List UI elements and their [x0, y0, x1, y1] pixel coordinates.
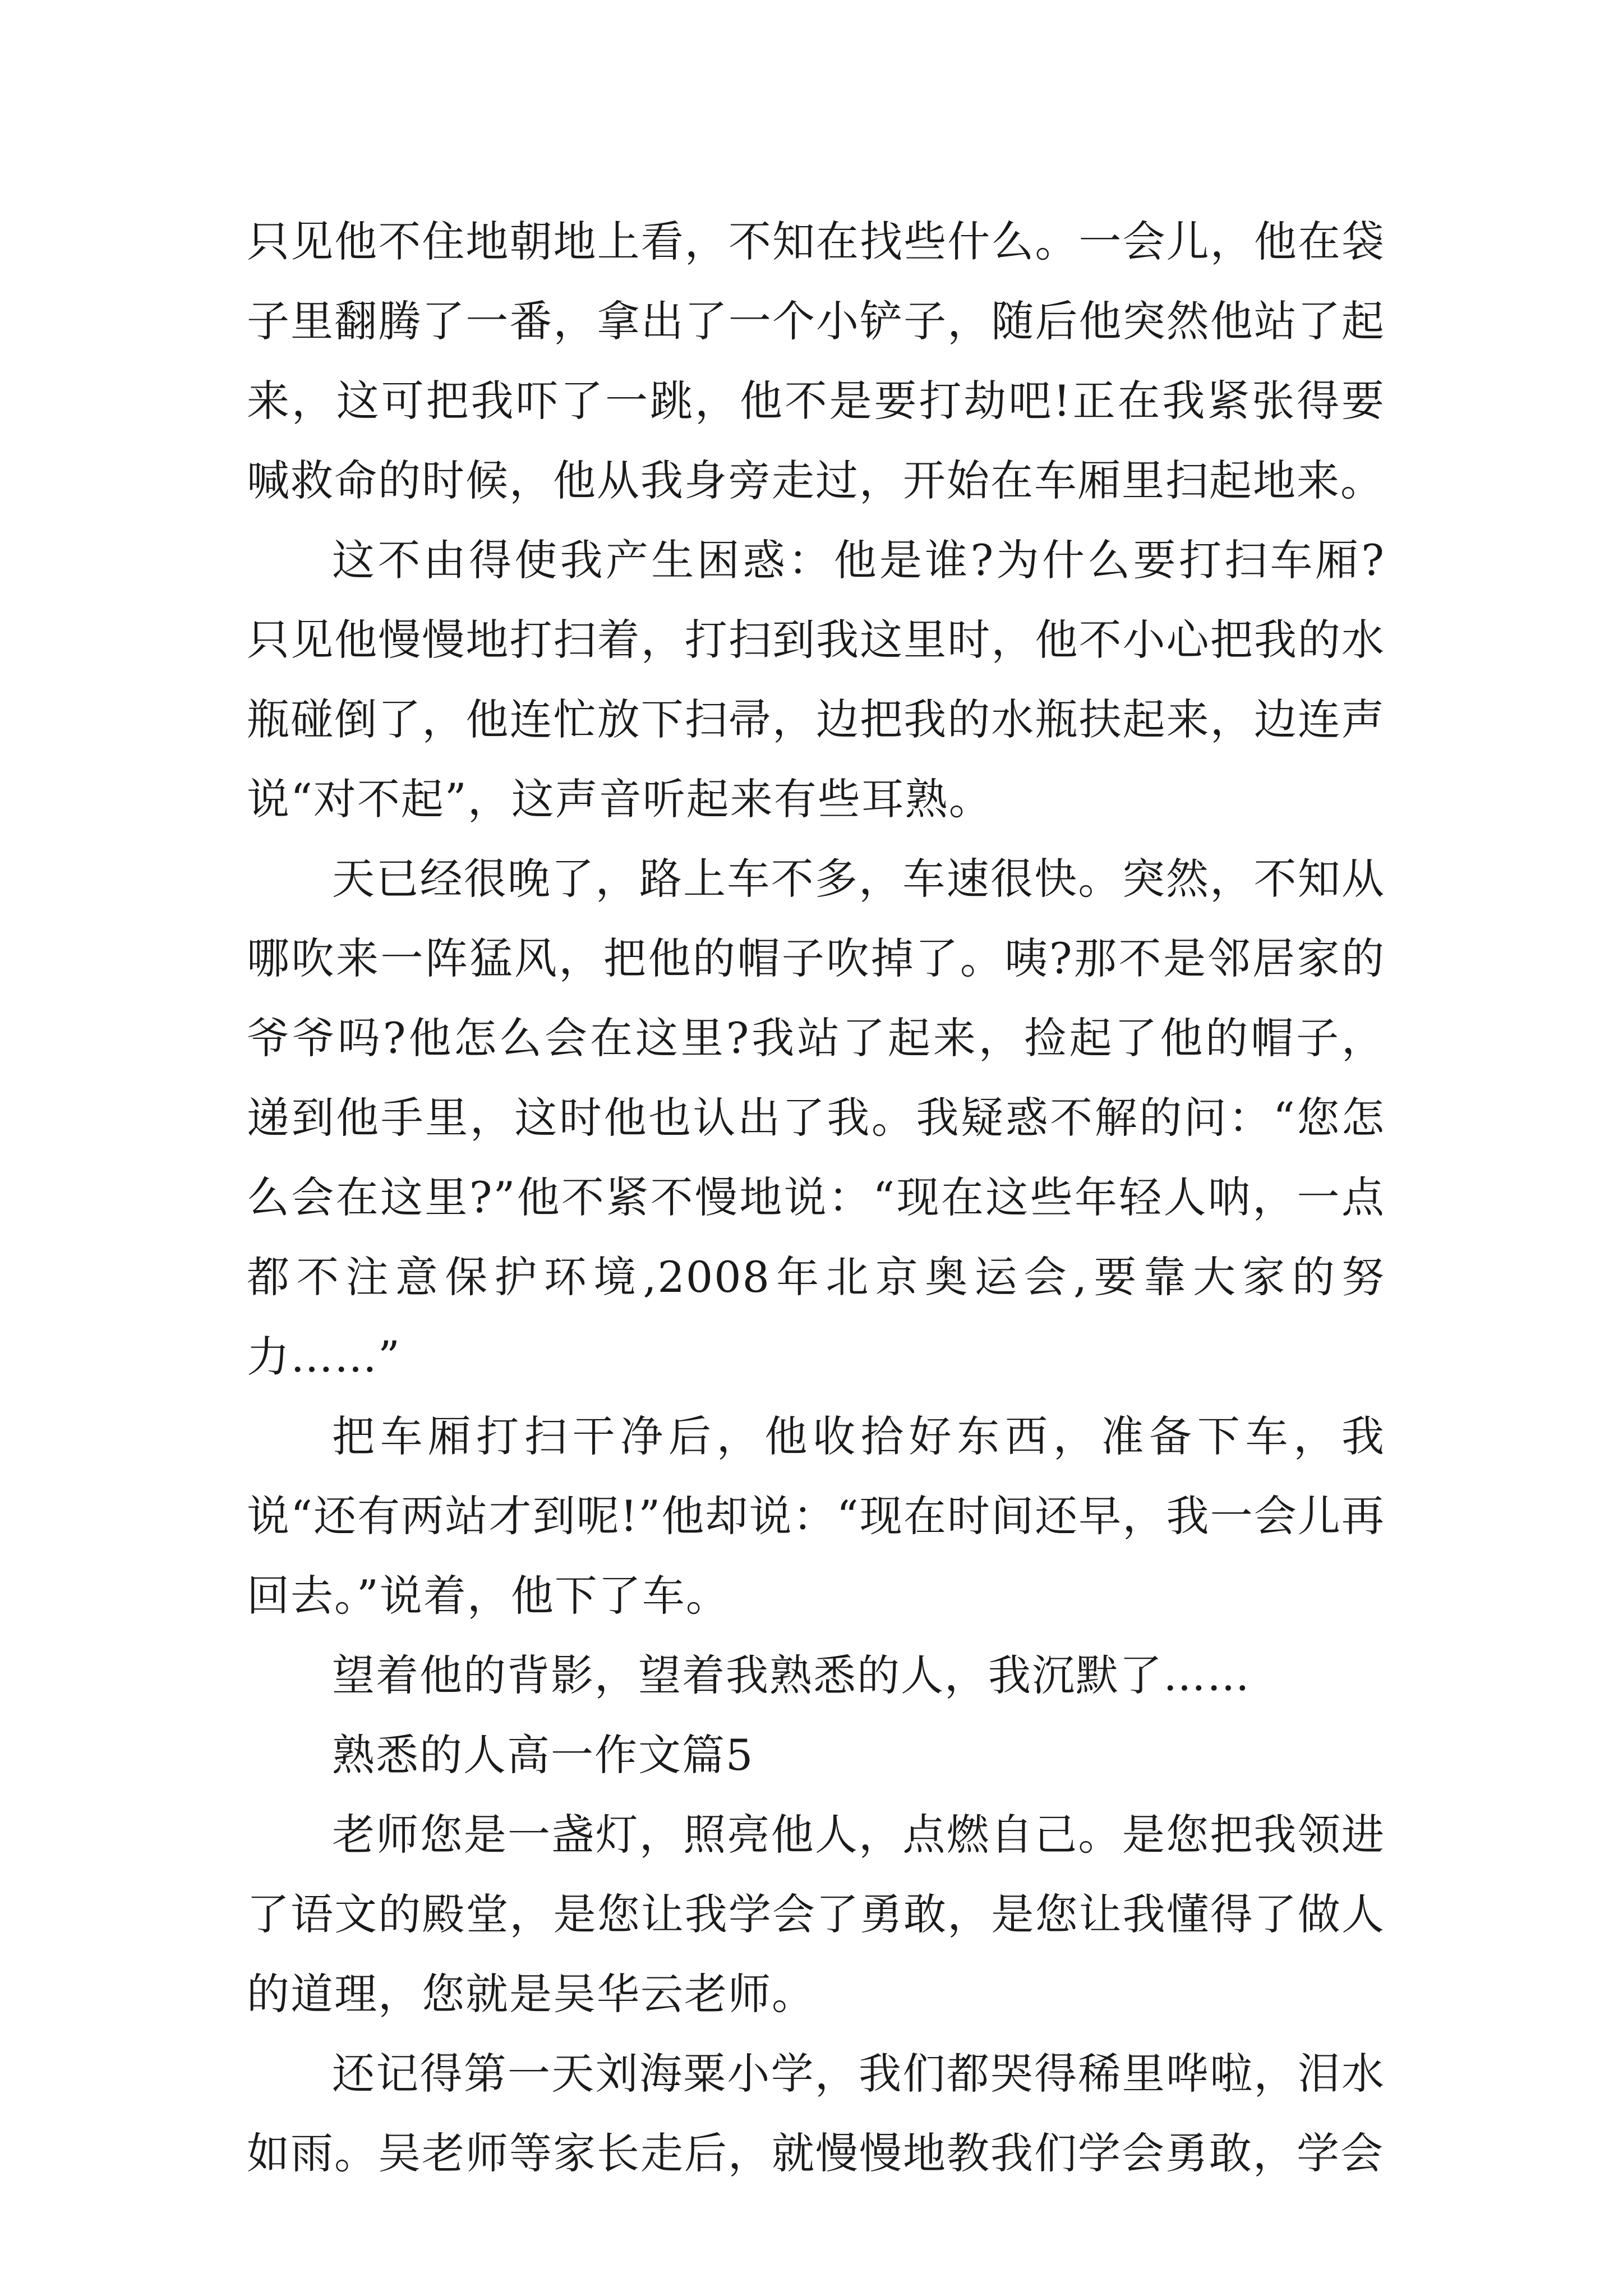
document-body: [247, 202, 1385, 2193]
paragraph-2: 这不由得使我产生困惑：他是谁?为什么要打扫车厢?只见他慢慢地打扫着，打扫到我这里时，他不小心把我的水瓶碰倒了，他连忙放下扫帚，边把我的水瓶扶起来，边连声说“对不起”，这声音听起来有些耳熟。: [247, 535, 1385, 824]
section-heading: 熟悉的人高一作文篇5: [332, 1730, 754, 1780]
paragraph-6: 老师您是一盏灯，照亮他人，点燃自己。是您把我领进了语文的殿堂，是您让我学会了勇敢，是您让我懂得了做人的道理，您就是吴华云老师。: [247, 1810, 1385, 2019]
paragraph-5: 望着他的背影，望着我熟悉的人，我沉默了……: [332, 1650, 1251, 1700]
paragraph-1: 只见他不住地朝地上看，不知在找些什么。一会儿，他在袋子里翻腾了一番，拿出了一个小铲子，随后他突然他站了起来，这可把我吓了一跳，他不是要打劫吧!正在我紧张得要喊救命的时候，他从我身旁走过，开始在车厢里扫起地来。: [247, 217, 1385, 505]
paragraph-4: 把车厢打扫干净后，他收拾好东西，准备下车，我说“还有两站才到呢!”他却说：“现在时间还早，我一会儿再回去。”说着，他下了车。: [247, 1411, 1385, 1621]
paragraph-7: 还记得第一天刘海粟小学，我们都哭得稀里哗啦，泪水如雨。吴老师等家长走后，就慢慢地教我们学会勇敢，学会: [247, 2049, 1385, 2178]
paragraph-3: 天已经很晚了，路上车不多，车速很快。突然，不知从哪吹来一阵猛风，把他的帽子吹掉了。咦?那不是邻居家的爷爷吗?他怎么会在这里?我站了起来，捡起了他的帽子，递到他手里，这时他也认出了我。我疑惑不解的问：“您怎么会在这里?”他不紧不慢地说：“现在这些年轻人呐，一点都不注意保护环境,2008年北京奥运会,要靠大家的努力……”: [247, 854, 1385, 1382]
